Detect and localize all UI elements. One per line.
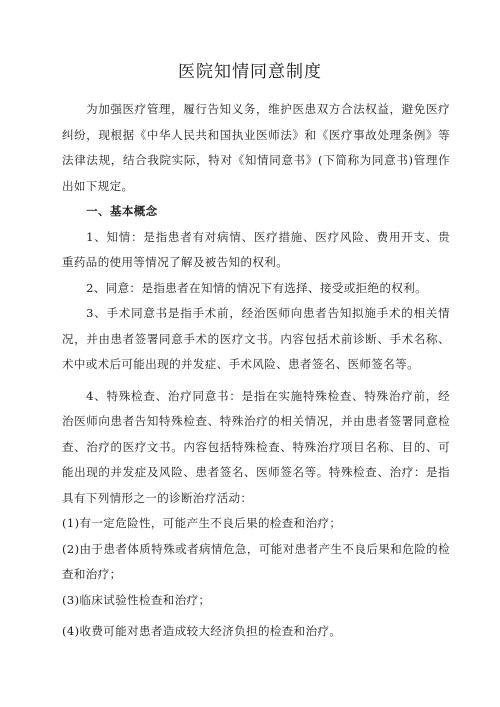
section-heading-basic-concepts: 一、基本概念: [86, 204, 158, 218]
list-item-4: (4)收费可能对患者造成较大经济负担的检查和治疗。: [62, 624, 342, 638]
intro-paragraph: 为加强医疗管理，履行告知义务，维护医患双方合法权益，避免医疗纠纷，现根据《中华人民共和国执业医师法》和《医疗事故处理条例》等法律法规，结合我院实际，特对《知情同意书》(下简称为同意书)管理作出如下规定。: [62, 102, 450, 193]
list-item-2: (2)由于患者体质特殊或者病情危急，可能对患者产生不良后果和危险的检查和治疗；: [62, 541, 450, 581]
list-item-3: (3)临床试验性检查和治疗；: [62, 592, 211, 607]
definition-consent: 2、同意：是指患者在知情的情况下有选择、接受或拒绝的权利。: [86, 280, 428, 295]
list-item-1: (1)有一定危险性，可能产生不良后果的检查和治疗；: [62, 516, 342, 530]
definition-informed: 1、知情：是指患者有对病情、医疗措施、医疗风险、费用开支、贵重药品的使用等情况了解及被告知的权利。: [62, 229, 450, 269]
definition-surgery-consent: 3、手术同意书是指手术前，经治医师向患者告知拟施手术的相关情况，并由患者签署同意手术的医疗文书。内容包括术前诊断、手术名称、术中或术后可能出现的并发症、手术风险、患者签名、医师签名等。: [62, 306, 450, 371]
document-body: [62, 97, 450, 645]
definition-special-exam-consent: 4、特殊检查、治疗同意书：是指在实施特殊检查、特殊治疗前，经治医师向患者告知特殊检查、特殊治疗的相关情况，并由患者签署同意检查、治疗的医疗文书。内容包括特殊检查、特殊治疗项目名称、目的、可能出现的并发症及风险、患者签名、医师签名等。特殊检查、治疗：是指具有下列情形之一的诊断治疗活动：: [62, 388, 450, 505]
document-title: 医院知情同意制度: [178, 62, 322, 82]
